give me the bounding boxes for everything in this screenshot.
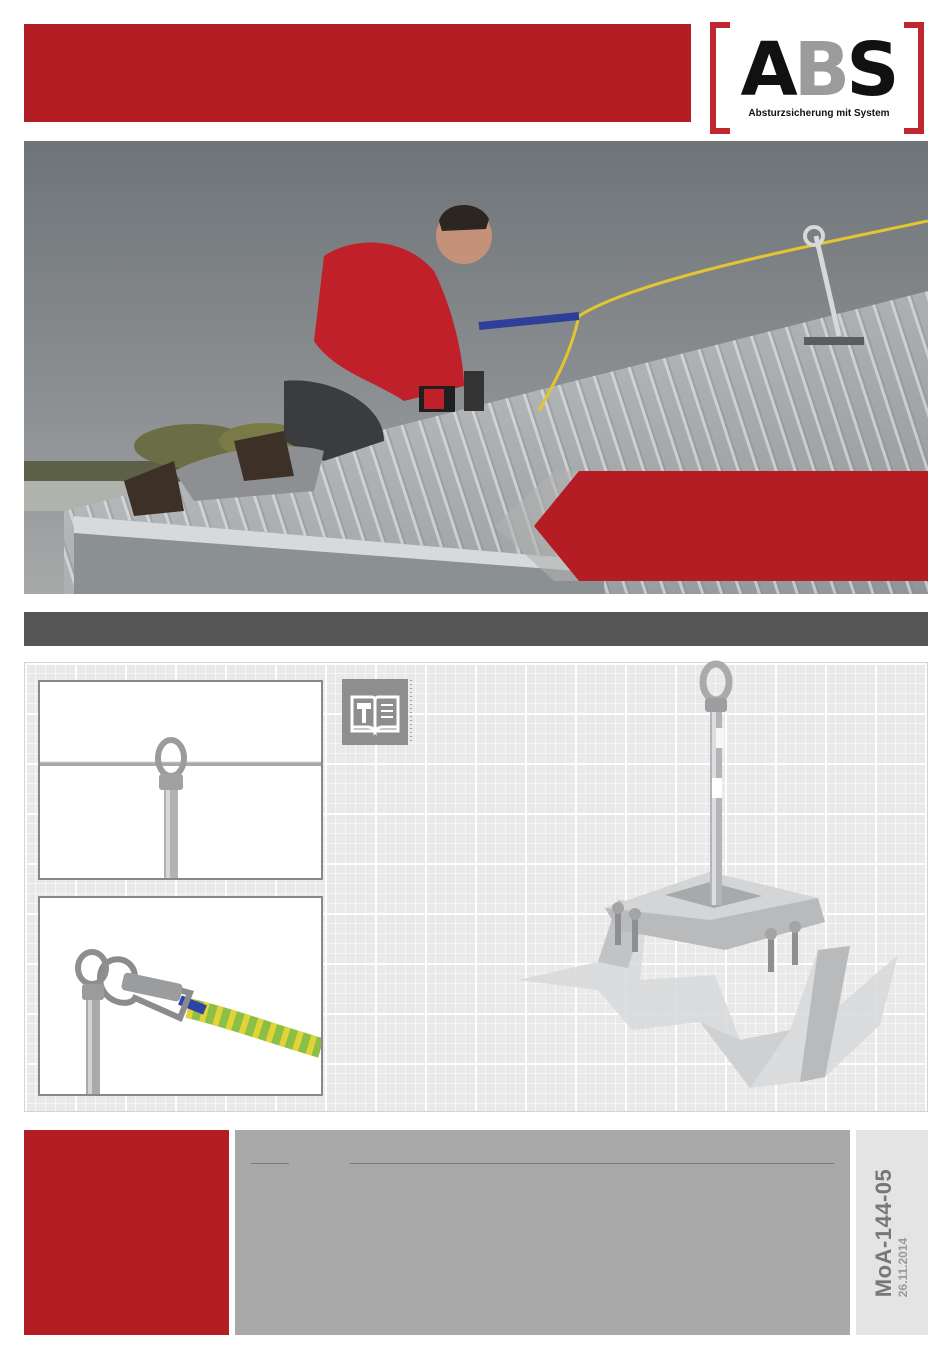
document-id [854, 1130, 928, 1335]
top-banner [24, 24, 691, 122]
logo-tagline: Absturzsicherung mit System [748, 108, 890, 119]
logo-letter-a: A [740, 27, 794, 113]
logo-letter-s: S [846, 27, 896, 113]
logo-bracket-left [710, 22, 730, 134]
inset-cable-eyebolt [38, 680, 323, 880]
logo-wordmark [730, 28, 906, 118]
footer-grey-panel [235, 1130, 850, 1335]
footer-red-block [24, 1130, 229, 1335]
logo-letter-b: B [793, 27, 847, 113]
logo-bracket-right [904, 22, 924, 134]
manual-hammer-icon [342, 679, 408, 745]
document-code: MoA-144-05 [871, 1168, 896, 1297]
footer-rule-long [350, 1163, 834, 1164]
section-bar [24, 612, 928, 646]
document-date: 26.11.2014 [896, 1237, 910, 1297]
footer-rule-short [251, 1163, 289, 1164]
hero-photo [24, 141, 928, 594]
document-id-text [872, 1168, 910, 1296]
abs-logo [708, 22, 926, 126]
manual-divider [410, 680, 412, 744]
inset-rope-carabiner [38, 896, 323, 1096]
product-anchor-illustration [500, 650, 920, 1090]
